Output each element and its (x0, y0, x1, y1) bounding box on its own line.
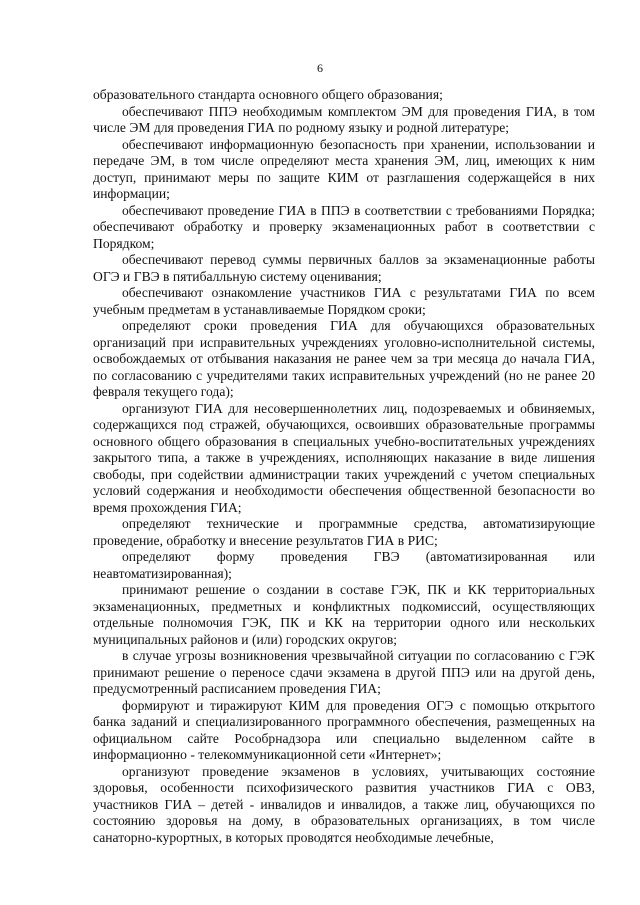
paragraph: обеспечивают ППЭ необходимым комплектом ЭМ для проведения ГИА, в том числе ЭМ для проведения ГИА по родному языку и родной литературе; (93, 103, 595, 135)
page-number: 6 (317, 61, 323, 75)
paragraph: организуют проведение экзаменов в условиях, учитывающих состояние здоровья, особенности психофизического развития участников ГИА с ОВЗ, участников ГИА – детей - инвалидов и инвалидов, а также лиц, обучающихся по состоянию здоровья на дому, в образовательных организациях, в том числе санаторно-курортных, в которых проводятся необходимые лечебные, (93, 763, 595, 845)
paragraph: в случае угрозы возникновения чрезвычайной ситуации по согласованию с ГЭК принимают решение о переносе сдачи экзамена в другой ППЭ или на другой день, предусмотренный расписанием проведения ГИА; (93, 648, 595, 696)
paragraph: принимают решение о создании в составе ГЭК, ПК и КК территориальных экзаменационных, предметных и конфликтных подкомиссий, осуществляющих отдельные полномочия ГЭК, ПК и КК на территории одного или нескольких муниципальных районов и (или) городских округов; (93, 582, 595, 647)
paragraph: формируют и тиражируют КИМ для проведения ОГЭ с помощью открытого банка заданий и специализированного программного обеспечения, размещенных на официальном сайте Рособрнадзора или специально выделенном сайте в информационно - телекоммуникационной сети «Интернет»; (93, 697, 595, 762)
paragraph: обеспечивают ознакомление участников ГИА с результатами ГИА по всем учебным предметам в устанавливаемые Порядком сроки; (93, 285, 595, 317)
paragraph: определяют форму проведения ГВЭ (автоматизированная или неавтоматизированная); (93, 549, 595, 581)
paragraph: определяют сроки проведения ГИА для обучающихся образовательных организаций при исправительных учреждениях уголовно-исполнительной системы, освобождаемых от отбывания наказания не ранее чем за три месяца до начала ГИА, по согласованию с учредителями таких исправительных учреждений (но не ранее 20 февраля текущего года); (93, 318, 595, 399)
paragraph: обеспечивают перевод суммы первичных баллов за экзаменационные работы ОГЭ и ГВЭ в пятибалльную систему оценивания; (93, 252, 595, 284)
paragraph: определяют технические и программные средства, автоматизирующие проведение, обработку и внесение результатов ГИА в РИС; (93, 516, 595, 548)
paragraph: образовательного стандарта основного общего образования; (93, 87, 443, 102)
paragraph: обеспечивают информационную безопасность при хранении, использовании и передаче ЭМ, в том числе определяют места хранения ЭМ, лиц, имеющих к ним доступ, принимают меры по защите КИМ от разглашения содержащейся в них информации; (93, 136, 595, 201)
paragraph: организуют ГИА для несовершеннолетних лиц, подозреваемых и обвиняемых, содержащихся под стражей, обучающихся, освоивших образовательные программы основного общего образования в специальных учебно-воспитательных учреждениях закрытого типа, а также в учреждениях, исполняющих наказание в виде лишения свободы, при содействии администрации таких учреждений с учетом специальных условий содержания и необходимости обеспечения общественной безопасности во время прохождения ГИА; (93, 400, 595, 515)
paragraph: обеспечивают проведение ГИА в ППЭ в соответствии с требованиями Порядка; обеспечивают обработку и проверку экзаменационных работ в соответствии с Порядком; (93, 202, 595, 251)
document-body (93, 87, 595, 846)
